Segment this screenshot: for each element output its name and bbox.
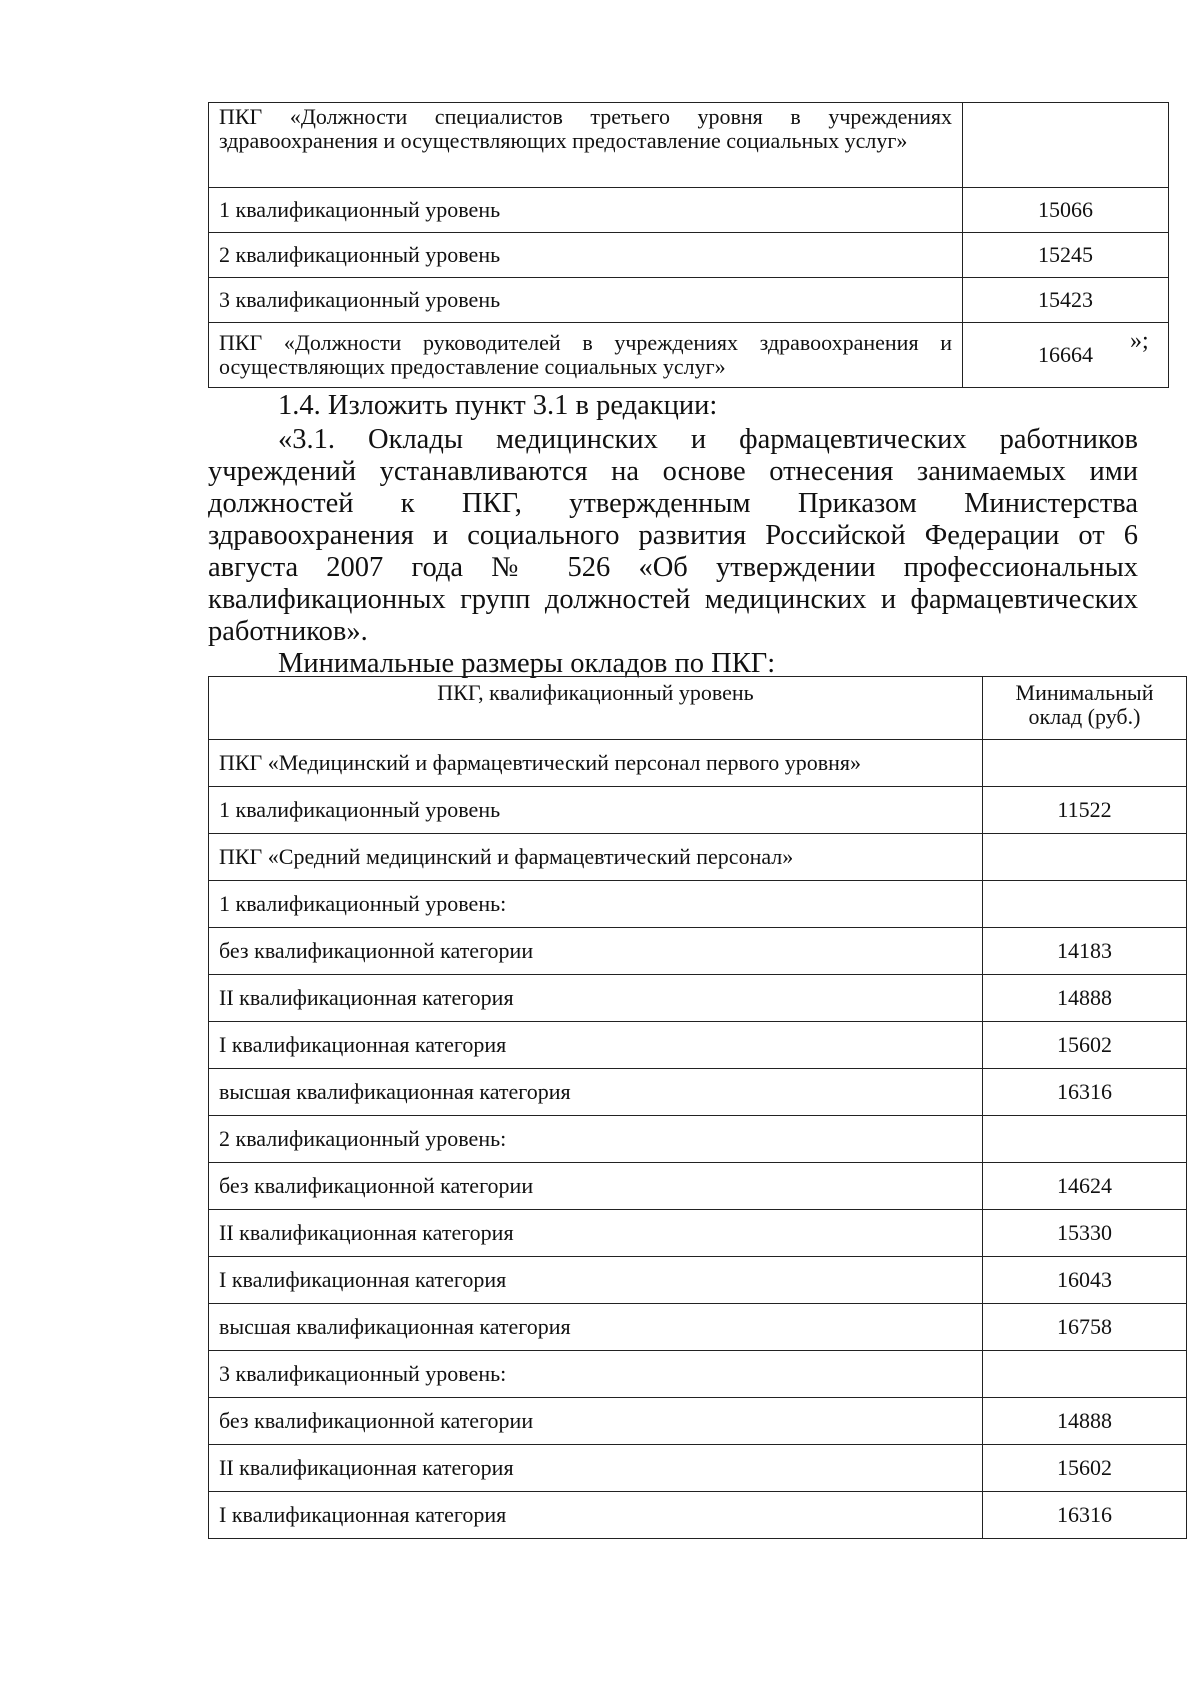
table-header-row xyxy=(209,677,1187,740)
table-row xyxy=(209,1304,1187,1351)
row-value: 15602 xyxy=(983,1445,1187,1492)
row-value: 14888 xyxy=(983,1398,1187,1445)
row-value xyxy=(983,1351,1187,1398)
table-intro: Минимальные размеры окладов по ПКГ: xyxy=(278,648,776,679)
row-label: 1 квалификационный уровень: xyxy=(209,881,983,928)
row-label: ПКГ «Медицинский и фармацевтический персонал первого уровня» xyxy=(209,740,983,787)
row-value: 15245 xyxy=(963,233,1169,278)
table-row xyxy=(209,1210,1187,1257)
row-value: 16316 xyxy=(983,1492,1187,1539)
header-min-salary: Минимальный оклад (руб.) xyxy=(983,677,1187,740)
table-row xyxy=(209,1163,1187,1210)
row-label: II квалификационная категория xyxy=(209,1445,983,1492)
row-value: 16043 xyxy=(983,1257,1187,1304)
row-label: I квалификационная категория xyxy=(209,1492,983,1539)
row-label: ПКГ «Средний медицинский и фармацевтический персонал» xyxy=(209,834,983,881)
row-value: 15423 xyxy=(963,278,1169,323)
row-label: 3 квалификационный уровень xyxy=(209,278,963,323)
row-label: I квалификационная категория xyxy=(209,1257,983,1304)
table-row xyxy=(209,1022,1187,1069)
salary-table-specialists xyxy=(208,102,1169,388)
row-label: высшая квалификационная категория xyxy=(209,1069,983,1116)
row-label: 2 квалификационный уровень: xyxy=(209,1116,983,1163)
table-row xyxy=(209,1492,1187,1539)
row-value: 15330 xyxy=(983,1210,1187,1257)
row-value: 15066 xyxy=(963,188,1169,233)
row-label: без квалификационной категории xyxy=(209,928,983,975)
row-value: 11522 xyxy=(983,787,1187,834)
table-row xyxy=(209,323,1169,388)
row-value xyxy=(963,103,1169,188)
row-label: высшая квалификационная категория xyxy=(209,1304,983,1351)
table-row xyxy=(209,103,1169,188)
clause-heading: 1.4. Изложить пункт 3.1 в редакции: xyxy=(278,390,718,421)
minimum-salary-table xyxy=(208,676,1187,1539)
row-value xyxy=(983,740,1187,787)
table-row xyxy=(209,1116,1187,1163)
row-value: 14624 xyxy=(983,1163,1187,1210)
table-row xyxy=(209,975,1187,1022)
row-value: 15602 xyxy=(983,1022,1187,1069)
row-label: ПКГ «Должности руководителей в учреждениях здравоохранения и осуществляющих предоставление социальных услуг» xyxy=(209,323,963,388)
table-row xyxy=(209,1445,1187,1492)
table-row xyxy=(209,787,1187,834)
closing-quote-mark: »; xyxy=(1130,328,1149,354)
table-row xyxy=(209,928,1187,975)
table-row xyxy=(209,1398,1187,1445)
table-row xyxy=(209,1069,1187,1116)
row-value: 14183 xyxy=(983,928,1187,975)
row-label: II квалификационная категория xyxy=(209,975,983,1022)
clause-body: «3.1. Оклады медицинских и фармацевтических работников учреждений устанавливаются на основе отнесения занимаемых ими должностей к ПКГ, утвержденным Приказом Министерства здравоохранения и социального развития Российской Федерации от 6 августа 2007 года № 526 «Об утверждении профессиональных квалификационных групп должностей медицинских и фармацевтических работников». xyxy=(208,424,1138,647)
row-value: 16758 xyxy=(983,1304,1187,1351)
table-row xyxy=(209,233,1169,278)
row-label: ПКГ «Должности специалистов третьего уровня в учреждениях здравоохранения и осуществляющих предоставление социальных услуг» xyxy=(209,103,963,188)
table-row xyxy=(209,834,1187,881)
header-pkg-level: ПКГ, квалификационный уровень xyxy=(209,677,983,740)
table-row xyxy=(209,278,1169,323)
row-label: 1 квалификационный уровень xyxy=(209,188,963,233)
row-value xyxy=(983,881,1187,928)
row-label: без квалификационной категории xyxy=(209,1398,983,1445)
row-label: 1 квалификационный уровень xyxy=(209,787,983,834)
table-row xyxy=(209,1257,1187,1304)
row-value: 14888 xyxy=(983,975,1187,1022)
amendment-text xyxy=(208,390,1138,680)
row-value xyxy=(983,1116,1187,1163)
row-label: 3 квалификационный уровень: xyxy=(209,1351,983,1398)
row-value: 16316 xyxy=(983,1069,1187,1116)
table-row xyxy=(209,1351,1187,1398)
row-label: I квалификационная категория xyxy=(209,1022,983,1069)
row-label: II квалификационная категория xyxy=(209,1210,983,1257)
table-row xyxy=(209,188,1169,233)
table-row xyxy=(209,881,1187,928)
row-label: 2 квалификационный уровень xyxy=(209,233,963,278)
table-row xyxy=(209,740,1187,787)
row-value: 16664 xyxy=(963,323,1169,388)
row-value xyxy=(983,834,1187,881)
row-label: без квалификационной категории xyxy=(209,1163,983,1210)
